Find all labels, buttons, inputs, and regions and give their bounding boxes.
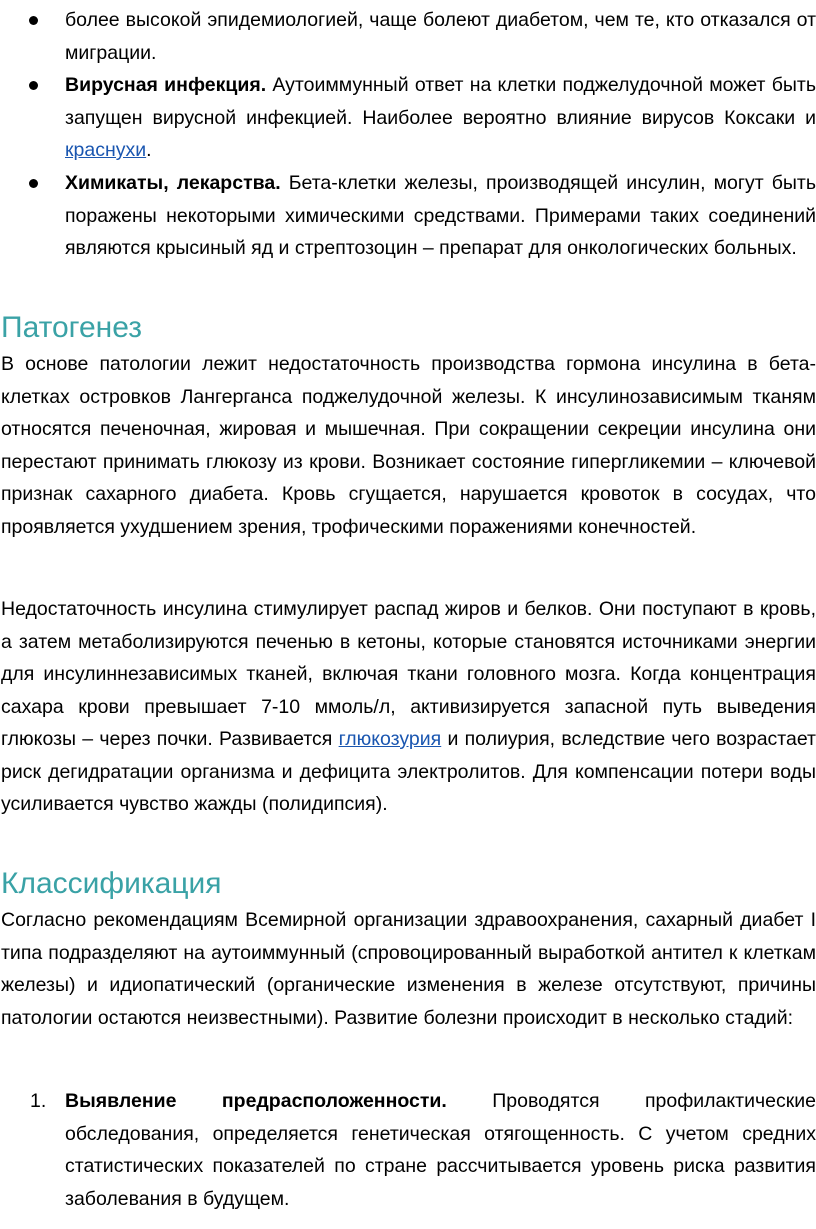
list-item-lead: Вирусная инфекция. [65,74,267,96]
paragraph: В основе патологии лежит недостаточность производства гормона инсулина в бета-клетках островков Лангерганса поджелудочной железы. К инсулинозависимым тканям относятся печеночная, жировая и мышечная. При сокращении секреции инсулина они перестают принимать глюкозу из крови. Возникает состояние гипергликемии – ключевой признак сахарного диабета. Кровь сгущается, нарушается кровоток в сосудах, что проявляется ухудшением зрения, трофическими поражениями конечностей. [1,353,816,538]
paragraph: Согласно рекомендациям Всемирной организации здравоохранения, сахарный диабет I типа подразделяют на аутоиммунный (спровоцированный выработкой антител к клеткам железы) и идиопатический (органические изменения в железе отсутствуют, причины патологии остаются неизвестными). Развитие болезни происходит в несколько стадий: [1,909,816,1029]
list-item-lead: Химикаты, лекарства. [65,172,281,194]
list-item-text: Выявление предрасположенности. Проводятся профилактические обследования, определяется генетическая отягощенность. С учетом средних статистических показателей по стране рассчитывается уровень риска развития заболевания в будущем. [65,1090,816,1210]
bullet-icon [29,81,38,90]
link-glucosuria[interactable]: глюкозурия [338,728,442,750]
bullet-icon [29,16,38,25]
link-rubella[interactable]: краснухи [65,139,147,161]
list-number: 1. [30,1090,47,1112]
list-item-text: Вирусная инфекция. Аутоиммунный ответ на клетки поджелудочной может быть запущен вирусной инфекцией. Наиболее вероятно влияние вирусов Коксаки и краснухи. [65,74,816,161]
bullet-icon [29,179,38,188]
list-item-lead: Выявление предрасположенности. [65,1090,447,1112]
paragraph: Недостаточность инсулина стимулирует распад жиров и белков. Они поступают в кровь, а затем метаболизируются печенью в кетоны, которые становятся источниками энергии для инсулиннезависимых тканей, включая ткани головного мозга. Когда концентрация сахара крови превышает 7-10 ммоль/л, активизируется запасной путь выведения глюкозы – через почки. Развивается глюкозурия и полиурия, вследствие чего возрастает риск дегидратации организма и дефицита электролитов. Для компенсации потери воды усиливается чувство жажды (полидипсия). [1,598,816,815]
section-heading-pathogenesis: Патогенез [1,311,142,344]
section-heading-classification: Классификация [1,867,222,900]
list-item-text: Химикаты, лекарства. Бета-клетки железы, производящей инсулин, могут быть поражены некоторыми химическими средствами. Примерами таких соединений являются крысиный яд и стрептозоцин – препарат для онкологических больных. [65,172,816,259]
list-item-text: более высокой эпидемиологией, чаще болеют диабетом, чем те, кто отказался от миграции. [65,9,816,64]
